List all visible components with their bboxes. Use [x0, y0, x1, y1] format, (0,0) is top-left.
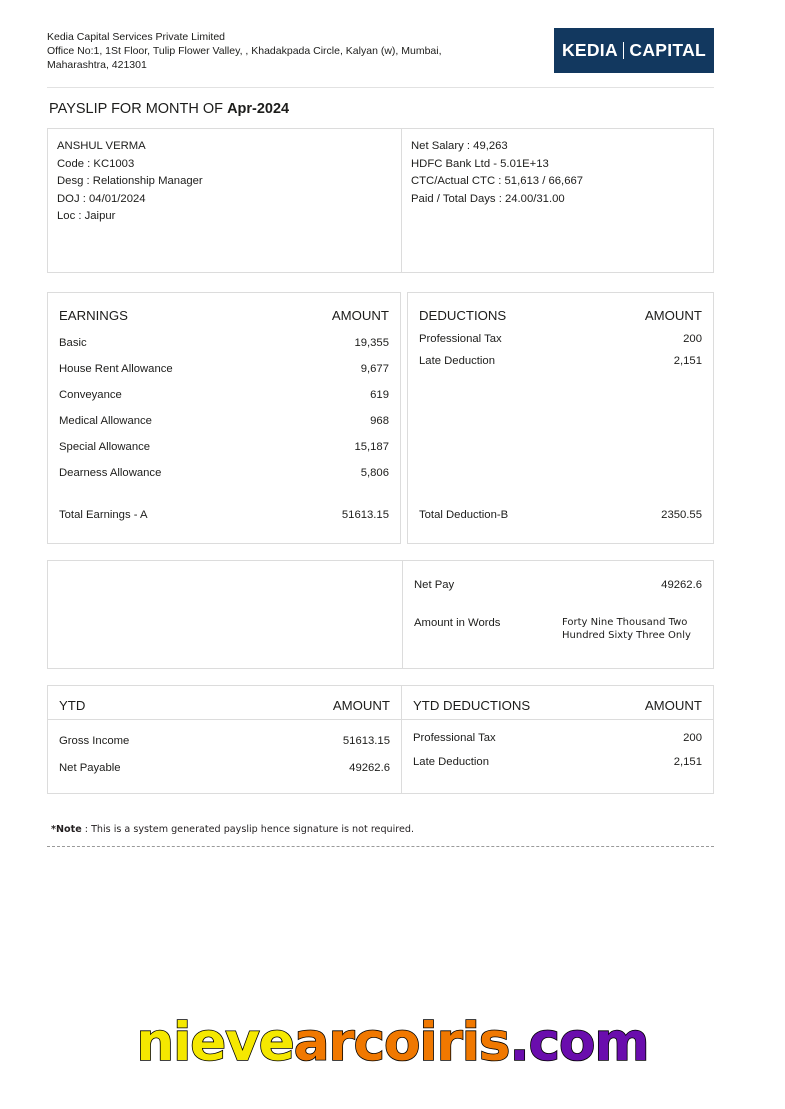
ctc-line: CTC/Actual CTC : 51,613 / 66,667 — [411, 175, 584, 188]
table-row — [59, 401, 389, 427]
footer-note-bold: *Note — [51, 824, 82, 835]
employee-designation: Desg : Relationship Manager — [57, 175, 203, 188]
site-watermark — [0, 1012, 785, 1073]
deductions-table-header — [419, 293, 702, 323]
ytd-deductions-header-amount: AMOUNT — [644, 698, 702, 713]
page-title-prefix: PAYSLIP FOR MONTH OF — [49, 101, 228, 117]
earnings-row-amount: 5,806 — [360, 467, 389, 479]
table-row — [419, 323, 702, 345]
table-row — [59, 427, 389, 453]
employee-details — [48, 129, 402, 272]
deductions-total-label: Total Deduction-B — [419, 509, 509, 521]
ytd-row-label: Net Payable — [59, 762, 121, 774]
earnings-table — [47, 292, 401, 544]
paid-days-line: Paid / Total Days : 24.00/31.00 — [411, 192, 565, 205]
logo-divider-icon — [623, 42, 625, 59]
ytd-row-label: Gross Income — [59, 735, 130, 747]
ytd-row-amount: 51613.15 — [342, 735, 390, 747]
payslip-sheet — [47, 28, 714, 847]
watermark-part-3: .com — [509, 1012, 649, 1073]
ytd-table — [48, 686, 402, 793]
ytd-deductions-table — [402, 686, 713, 793]
watermark-part-2: arcoiris — [293, 1012, 510, 1073]
earnings-row-label: Basic — [59, 337, 87, 349]
earnings-row-label: Special Allowance — [59, 441, 151, 453]
earnings-table-header — [59, 293, 389, 323]
net-pay-blank-panel — [48, 561, 403, 668]
ytd-deductions-row-label: Late Deduction — [413, 756, 489, 768]
earnings-header-amount: AMOUNT — [331, 308, 389, 323]
deductions-header-amount: AMOUNT — [644, 308, 702, 323]
net-pay-panel — [403, 561, 713, 668]
ytd-header-label: YTD — [59, 698, 86, 713]
earnings-row-label: Dearness Allowance — [59, 467, 162, 479]
earnings-row-label: House Rent Allowance — [59, 363, 173, 375]
logo-word-capital: CAPITAL — [629, 40, 707, 60]
net-pay-box — [47, 560, 714, 669]
earnings-row-amount: 619 — [370, 389, 389, 401]
employee-location: Loc : Jaipur — [57, 210, 116, 223]
ytd-section — [47, 685, 714, 794]
earnings-deductions-section — [47, 292, 714, 544]
table-row — [59, 747, 390, 774]
ytd-deductions-row-amount: 2,151 — [673, 756, 702, 768]
deductions-total-row — [419, 509, 702, 521]
amount-in-words-label: Amount in Words — [414, 617, 501, 629]
earnings-row-label: Conveyance — [59, 389, 122, 401]
kedia-capital-logo — [554, 28, 714, 73]
employee-doj: DOJ : 04/01/2024 — [57, 192, 146, 205]
company-address-line-1: Office No:1, 1St Floor, Tulip Flower Valley, , Khadakpada Circle, Kalyan (w), Mumbai, — [47, 45, 442, 58]
employee-info-box — [47, 128, 714, 273]
salary-summary — [402, 129, 713, 272]
table-row — [59, 720, 390, 747]
earnings-total-row — [59, 509, 389, 521]
deductions-table — [407, 292, 714, 544]
ytd-row-amount: 49262.6 — [349, 762, 390, 774]
net-pay-amount: 49262.6 — [661, 579, 702, 591]
deductions-row-label: Late Deduction — [419, 355, 495, 367]
company-address-block — [47, 28, 442, 73]
employee-code: Code : KC1003 — [57, 157, 135, 170]
watermark-part-1: nieve — [136, 1012, 294, 1073]
page-title-month: Apr-2024 — [227, 101, 290, 117]
table-row — [59, 375, 389, 401]
table-row — [419, 345, 702, 367]
logo-word-kedia: KEDIA — [561, 40, 618, 60]
company-address-line-2: Maharashtra, 421301 — [47, 59, 147, 72]
deductions-total-amount: 2350.55 — [661, 509, 702, 521]
page-title — [47, 88, 714, 128]
deductions-row-amount: 2,151 — [673, 355, 702, 367]
table-row — [413, 744, 702, 768]
ytd-table-body — [48, 720, 401, 774]
earnings-row-amount: 15,187 — [354, 441, 389, 453]
logo-text — [562, 40, 706, 61]
earnings-row-amount: 19,355 — [354, 337, 389, 349]
ytd-header-amount: AMOUNT — [332, 698, 390, 713]
net-pay-row — [414, 561, 702, 591]
company-name: Kedia Capital Services Private Limited — [47, 31, 225, 43]
earnings-header-label: EARNINGS — [59, 308, 128, 323]
earnings-total-label: Total Earnings - A — [59, 509, 148, 521]
amount-in-words-value: Forty Nine Thousand Two Hundred Sixty Three Only — [562, 617, 691, 641]
ytd-deductions-table-body — [402, 720, 713, 768]
net-pay-label: Net Pay — [414, 579, 455, 591]
deductions-row-label: Professional Tax — [419, 333, 502, 345]
ytd-deductions-table-header — [402, 686, 713, 720]
bank-account-line: HDFC Bank Ltd - 5.01E+13 — [411, 157, 549, 170]
deductions-header-label: DEDUCTIONS — [419, 308, 507, 323]
ytd-deductions-header-label: YTD DEDUCTIONS — [413, 698, 531, 713]
footer-note-text: : This is a system generated payslip hence signature is not required. — [81, 824, 415, 835]
footer-dashed-divider — [47, 846, 714, 847]
footer-note — [47, 794, 714, 835]
table-row — [413, 720, 702, 744]
table-row — [59, 349, 389, 375]
earnings-total-amount: 51613.15 — [341, 509, 389, 521]
net-salary-line: Net Salary : 49,263 — [411, 140, 508, 152]
amount-in-words-row — [414, 591, 702, 642]
table-row — [59, 323, 389, 349]
deductions-row-amount: 200 — [683, 333, 702, 345]
ytd-table-header — [48, 686, 401, 720]
ytd-deductions-row-amount: 200 — [683, 732, 702, 744]
ytd-deductions-row-label: Professional Tax — [413, 732, 496, 744]
document-header — [47, 28, 714, 73]
employee-name: ANSHUL VERMA — [57, 140, 146, 152]
earnings-row-label: Medical Allowance — [59, 415, 152, 427]
earnings-row-amount: 9,677 — [360, 363, 389, 375]
table-row — [59, 453, 389, 479]
earnings-row-amount: 968 — [370, 415, 389, 427]
